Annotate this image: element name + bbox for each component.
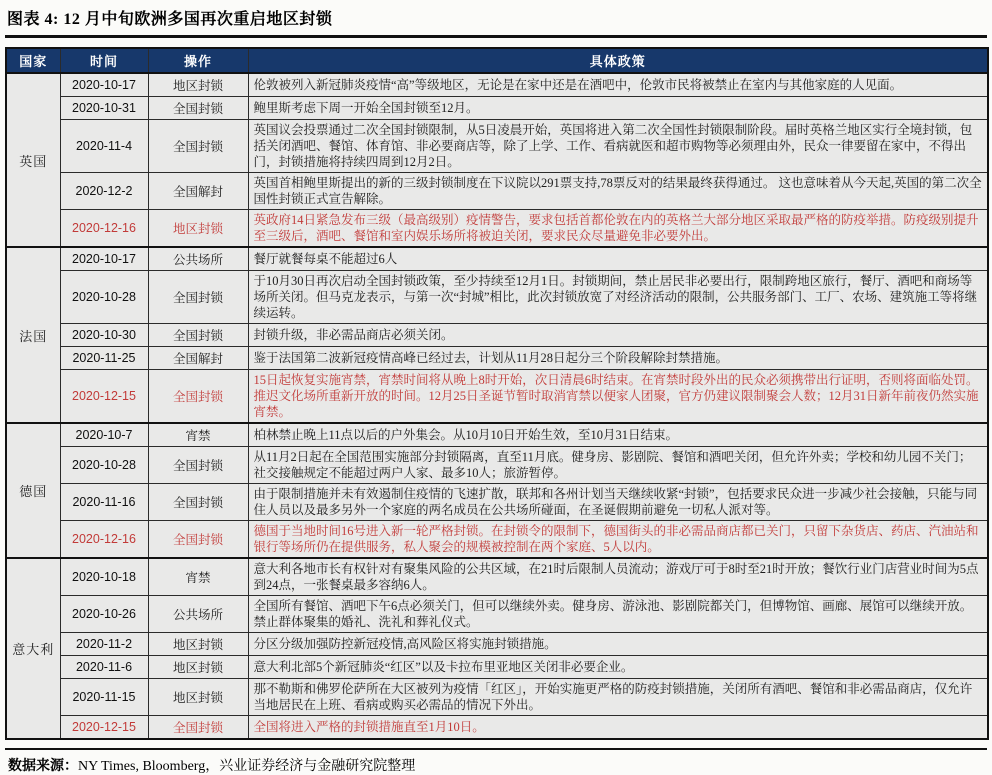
policy-cell: 封锁升级，非必需品商店必须关闭。 — [248, 324, 988, 347]
policy-cell: 那不勒斯和佛罗伦萨所在大区被列为疫情「红区」，开始实施更严格的防疫封锁措施，关闭所有酒吧、餐馆和非必需品商店，仅允许当地居民在上班、看病或购买必需品的情况下外出。 — [248, 679, 988, 716]
table-row — [6, 324, 988, 347]
date-cell: 2020-11-15 — [60, 679, 148, 716]
date-cell: 2020-12-15 — [60, 370, 148, 424]
action-cell: 地区封锁 — [148, 73, 248, 97]
action-cell: 全国封锁 — [148, 97, 248, 120]
date-cell: 2020-11-2 — [60, 633, 148, 656]
data-source-label: 数据来源： — [8, 759, 78, 774]
date-cell: 2020-12-2 — [60, 173, 148, 210]
action-cell: 公共场所 — [148, 596, 248, 633]
table-row — [6, 271, 988, 324]
date-cell: 2020-11-25 — [60, 347, 148, 370]
policy-cell: 英国首相鲍里斯提出的新的三级封锁制度在下议院以291票支持,78票反对的结果最终获得通过。 这也意味着从今天起,英国的第二次全国性封锁正式宣告解除。 — [248, 173, 988, 210]
policy-cell: 鉴于法国第二波新冠疫情高峰已经过去，计划从11月28日起分三个阶段解除封禁措施。 — [248, 347, 988, 370]
action-cell: 地区封锁 — [148, 679, 248, 716]
date-cell: 2020-11-6 — [60, 656, 148, 679]
data-source-text: NY Times, Bloomberg，兴业证券经济与金融研究院整理 — [78, 759, 416, 774]
action-cell: 公共场所 — [148, 247, 248, 271]
table-row-highlighted — [6, 210, 988, 248]
action-cell: 全国封锁 — [148, 447, 248, 484]
date-cell: 2020-10-28 — [60, 271, 148, 324]
date-cell: 2020-10-30 — [60, 324, 148, 347]
action-cell: 全国解封 — [148, 173, 248, 210]
action-cell: 全国解封 — [148, 347, 248, 370]
country-cell-germany: 德国 — [6, 423, 60, 558]
action-cell: 全国封锁 — [148, 271, 248, 324]
action-cell: 全国封锁 — [148, 484, 248, 521]
policy-cell: 德国于当地时间16号进入新一轮严格封锁。在封锁令的限制下，德国街头的非必需品商店都已关门，只留下杂货店、药店、汽油站和银行等场所仍在提供服务，私人聚会的规模被控制在两个家庭、5人以内。 — [248, 521, 988, 559]
date-cell: 2020-12-15 — [60, 716, 148, 740]
header-country: 国家 — [6, 48, 60, 73]
action-cell: 全国封锁 — [148, 521, 248, 559]
action-cell: 全国封锁 — [148, 324, 248, 347]
policy-cell: 全国所有餐馆、酒吧下午6点必须关门，但可以继续外卖。健身房、游泳池、影剧院都关门，但博物馆、画廊、展馆可以继续开放。禁止群体聚集的婚礼、洗礼和葬礼仪式。 — [248, 596, 988, 633]
policy-cell: 全国将进入严格的封锁措施直至1月10日。 — [248, 716, 988, 740]
policy-cell: 15日起恢复实施宵禁，宵禁时间将从晚上8时开始，次日清晨6时结束。在宵禁时段外出的民众必须携带出行证明，否则将面临处罚。推迟文化场所重新开放的时间。12月25日圣诞节暂时取消宵禁以便家人团聚，官方仍建议限制聚会人数；12月31日新年前夜仍然实施宵禁。 — [248, 370, 988, 424]
table-row — [6, 679, 988, 716]
date-cell: 2020-12-16 — [60, 521, 148, 559]
policy-cell: 从11月2日起在全国范围实施部分封锁隔离，直至11月底。健身房、影剧院、餐馆和酒吧关闭，但允许外卖；学校和幼儿园不关门；社交接触规定不能超过两户人家、最多10人；旅游暂停。 — [248, 447, 988, 484]
action-cell: 全国封锁 — [148, 120, 248, 173]
policy-cell: 于10月30日再次启动全国封锁政策，至少持续至12月1日。封锁期间，禁止居民非必要出行，限制跨地区旅行，餐厅、酒吧和商场等场所关闭。但马克龙表示，与第一次“封城”相比，此次封锁放宽了对经济活动的限制，公共服务部门、工厂、农场、建筑施工等将继续运转。 — [248, 271, 988, 324]
table-row-highlighted — [6, 370, 988, 424]
country-cell-france: 法国 — [6, 247, 60, 423]
lockdown-table — [5, 47, 989, 740]
policy-cell: 意大利各地市长有权针对有聚集风险的公共区域，在21时后限制人员流动；游戏厅可于8时至21时开放；餐饮行业门店营业时间为5点到24点，一张餐桌最多容纳6人。 — [248, 558, 988, 596]
table-row — [6, 73, 988, 97]
policy-cell: 鲍里斯考虑下周一开始全国封锁至12月。 — [248, 97, 988, 120]
date-cell: 2020-10-17 — [60, 247, 148, 271]
date-cell: 2020-10-18 — [60, 558, 148, 596]
date-cell: 2020-11-4 — [60, 120, 148, 173]
header-action: 操作 — [148, 48, 248, 73]
date-cell: 2020-10-17 — [60, 73, 148, 97]
table-row — [6, 247, 988, 271]
policy-cell: 柏林禁止晚上11点以后的户外集会。从10月10日开始生效，至10月31日结束。 — [248, 423, 988, 447]
action-cell: 宵禁 — [148, 423, 248, 447]
table-row-highlighted — [6, 521, 988, 559]
table-row — [6, 173, 988, 210]
table-row — [6, 347, 988, 370]
date-cell: 2020-10-7 — [60, 423, 148, 447]
country-cell-uk: 英国 — [6, 73, 60, 247]
policy-cell: 由于限制措施并未有效遏制住疫情的飞速扩散，联邦和各州计划当天继续收紧“封锁”，包括要求民众进一步减少社会接触，只能与同住人员以及最多另外一个家庭的两名成员在公共场所碰面，在圣诞假期前避免一切私人派对等。 — [248, 484, 988, 521]
figure-title: 图表 4: 12 月中旬欧洲多国再次重启地区封锁 — [5, 4, 987, 38]
table-row-highlighted — [6, 716, 988, 740]
table-row — [6, 423, 988, 447]
policy-cell: 英国议会投票通过二次全国封锁限制，从5日凌晨开始，英国将进入第二次全国性封锁限制阶段。届时英格兰地区实行全境封锁，包括关闭酒吧、餐馆、体育馆、非必要商店等，除了上学、工作、看病就医和超市购物等必须理由外，民众一律要留在家中，不得出门，封锁措施将持续四周到12月2日。 — [248, 120, 988, 173]
policy-cell: 分区分级加强防控新冠疫情,高风险区将实施封锁措施。 — [248, 633, 988, 656]
table-row — [6, 633, 988, 656]
table-row — [6, 596, 988, 633]
header-date: 时间 — [60, 48, 148, 73]
table-row — [6, 97, 988, 120]
action-cell: 全国封锁 — [148, 370, 248, 424]
data-source-note — [5, 748, 987, 775]
table-row — [6, 120, 988, 173]
action-cell: 全国封锁 — [148, 716, 248, 740]
date-cell: 2020-10-26 — [60, 596, 148, 633]
table-row — [6, 484, 988, 521]
table-row — [6, 558, 988, 596]
action-cell: 宵禁 — [148, 558, 248, 596]
date-cell: 2020-10-28 — [60, 447, 148, 484]
date-cell: 2020-11-16 — [60, 484, 148, 521]
policy-cell: 英政府14日紧急发布三级（最高级别）疫情警告，要求包括首都伦敦在内的英格兰大部分地区采取最严格的防疫举措。防疫级别提升至三级后，酒吧、餐馆和室内娱乐场所将被迫关闭，要求民众尽量避免非必要外出。 — [248, 210, 988, 248]
action-cell: 地区封锁 — [148, 656, 248, 679]
action-cell: 地区封锁 — [148, 210, 248, 248]
table-header-row — [6, 48, 988, 73]
policy-cell: 意大利北部5个新冠肺炎“红区”以及卡拉布里亚地区关闭非必要企业。 — [248, 656, 988, 679]
table-row — [6, 447, 988, 484]
policy-cell: 餐厅就餐每桌不能超过6人 — [248, 247, 988, 271]
country-cell-italy: 意大利 — [6, 558, 60, 739]
action-cell: 地区封锁 — [148, 633, 248, 656]
table-row — [6, 656, 988, 679]
header-policy: 具体政策 — [248, 48, 988, 73]
policy-cell: 伦敦被列入新冠肺炎疫情“高”等级地区，无论是在家中还是在酒吧中，伦敦市民将被禁止在室内与其他家庭的人见面。 — [248, 73, 988, 97]
date-cell: 2020-12-16 — [60, 210, 148, 248]
date-cell: 2020-10-31 — [60, 97, 148, 120]
